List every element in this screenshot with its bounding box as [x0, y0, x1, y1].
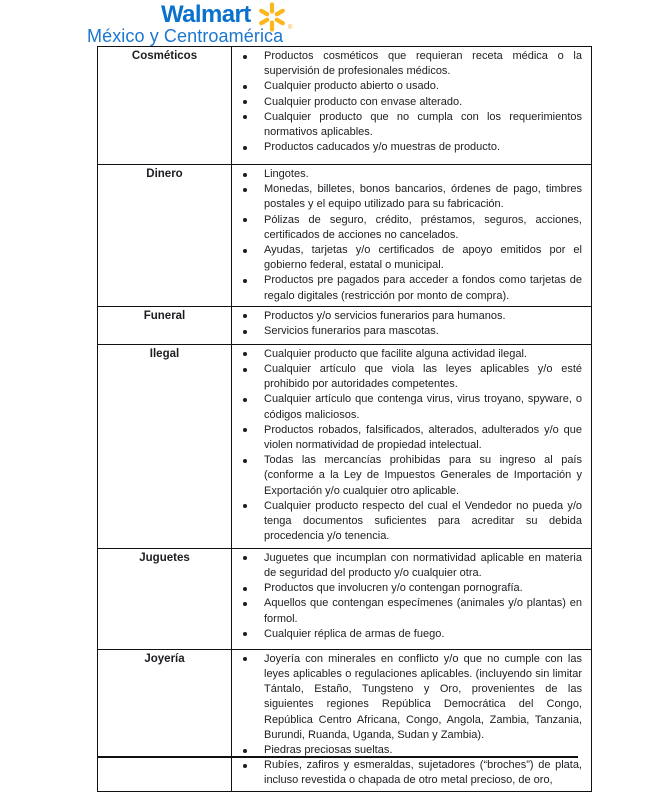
item-list [232, 652, 582, 789]
category-cell: Juguetes [98, 548, 232, 649]
list-item: Piedras preciosas sueltas. [232, 743, 582, 758]
table-row [98, 47, 592, 165]
walmart-logo-text: Walmart [161, 1, 251, 28]
items-cell [232, 165, 592, 307]
list-item: Cualquier producto que facilite alguna actividad ilegal. [232, 347, 582, 362]
registered-trademark-mark: ® [288, 25, 293, 31]
list-item: Lingotes. [232, 167, 582, 182]
list-item: Cualquier artículo que contenga virus, virus troyano, spyware, o códigos maliciosos. [232, 392, 582, 422]
table-row [98, 649, 592, 791]
list-item: Todas las mercancías prohibidas para su ingreso al país (conforme a la Ley de Impuestos Generales de Importación y Exportación y/o cualquier otro aplicable. [232, 453, 582, 499]
page-cut-line [97, 756, 578, 758]
list-item: Cualquier producto con envase alterado. [232, 95, 582, 110]
list-item: Cualquier réplica de armas de fuego. [232, 627, 582, 642]
list-item: Productos caducados y/o muestras de producto. [232, 140, 582, 155]
list-item: Productos que involucren y/o contengan pornografía. [232, 581, 582, 596]
category-cell: Joyería [98, 649, 232, 791]
items-cell [232, 548, 592, 649]
item-list [232, 347, 582, 545]
logo-subtitle: México y Centroamérica [87, 26, 284, 46]
category-cell: Ilegal [98, 344, 232, 548]
items-cell [232, 306, 592, 344]
table-row [98, 165, 592, 307]
list-item: Servicios funerarios para mascotas. [232, 324, 582, 339]
prohibited-products-table [97, 46, 592, 792]
item-list [232, 309, 582, 339]
list-item: Productos pre pagados para acceder a fondos como tarjetas de regalo digitales (restricción por monto de compra). [232, 273, 582, 303]
list-item: Cualquier producto abierto o usado. [232, 79, 582, 94]
item-list [232, 167, 582, 304]
items-cell [232, 649, 592, 791]
table-row [98, 306, 592, 344]
items-cell [232, 47, 592, 165]
list-item: Monedas, billetes, bonos bancarios, órdenes de pago, timbres postales y el equipo utilizado para su fabricación. [232, 182, 582, 212]
list-item: Cualquier producto respecto del cual el Vendedor no pueda y/o tenga documentos suficientes para acreditar su debida procedencia y/o tenencia. [232, 499, 582, 545]
list-item: Cualquier producto que no cumpla con los requerimientos normativos aplicables. [232, 110, 582, 140]
category-cell: Funeral [98, 306, 232, 344]
items-cell [232, 344, 592, 548]
list-item: Productos y/o servicios funerarios para humanos. [232, 309, 582, 324]
list-item: Joyería con minerales en conflicto y/o que no cumple con las leyes aplicables o regulaciones aplicables. (incluyendo sin limitar Tántalo, Estaño, Tungsteno y Oro, provenientes de las siguientes regiones República Democrática del Congo, República Centro Africana, Congo, Angola, Zambia, Tanzania, Burundi, Ruanda, Uganda, Sudan y Zambia). [232, 652, 582, 743]
item-list [232, 551, 582, 642]
list-item: Productos robados, falsificados, alterados, adulterados y/o que violen normatividad de propiedad intelectual. [232, 423, 582, 453]
list-item: Ayudas, tarjetas y/o certificados de apoyo emitidos por el gobierno federal, estatal o municipal. [232, 243, 582, 273]
list-item: Aquellos que contengan especímenes (animales y/o plantas) en formol. [232, 596, 582, 626]
list-item: Juguetes que incumplan con normatividad aplicable en materia de seguridad del producto y/o cualquier otra. [232, 551, 582, 581]
item-list [232, 49, 582, 155]
category-cell: Dinero [98, 165, 232, 307]
list-item: Rubíes, zafiros y esmeraldas, sujetadores (“broches”) de plata, incluso revestida o chapada de otro metal precioso, de oro, [232, 758, 582, 788]
category-table-body [98, 47, 592, 792]
list-item: Pólizas de seguro, crédito, préstamos, seguros, acciones, certificados de acciones no cancelados. [232, 213, 582, 243]
table-row [98, 548, 592, 649]
table-row [98, 344, 592, 548]
list-item: Productos cosméticos que requieran receta médica o la supervisión de profesionales médicos. [232, 49, 582, 79]
list-item: Cualquier artículo que viola las leyes aplicables y/o esté prohibido por autoridades competentes. [232, 362, 582, 392]
category-cell: Cosméticos [98, 47, 232, 165]
